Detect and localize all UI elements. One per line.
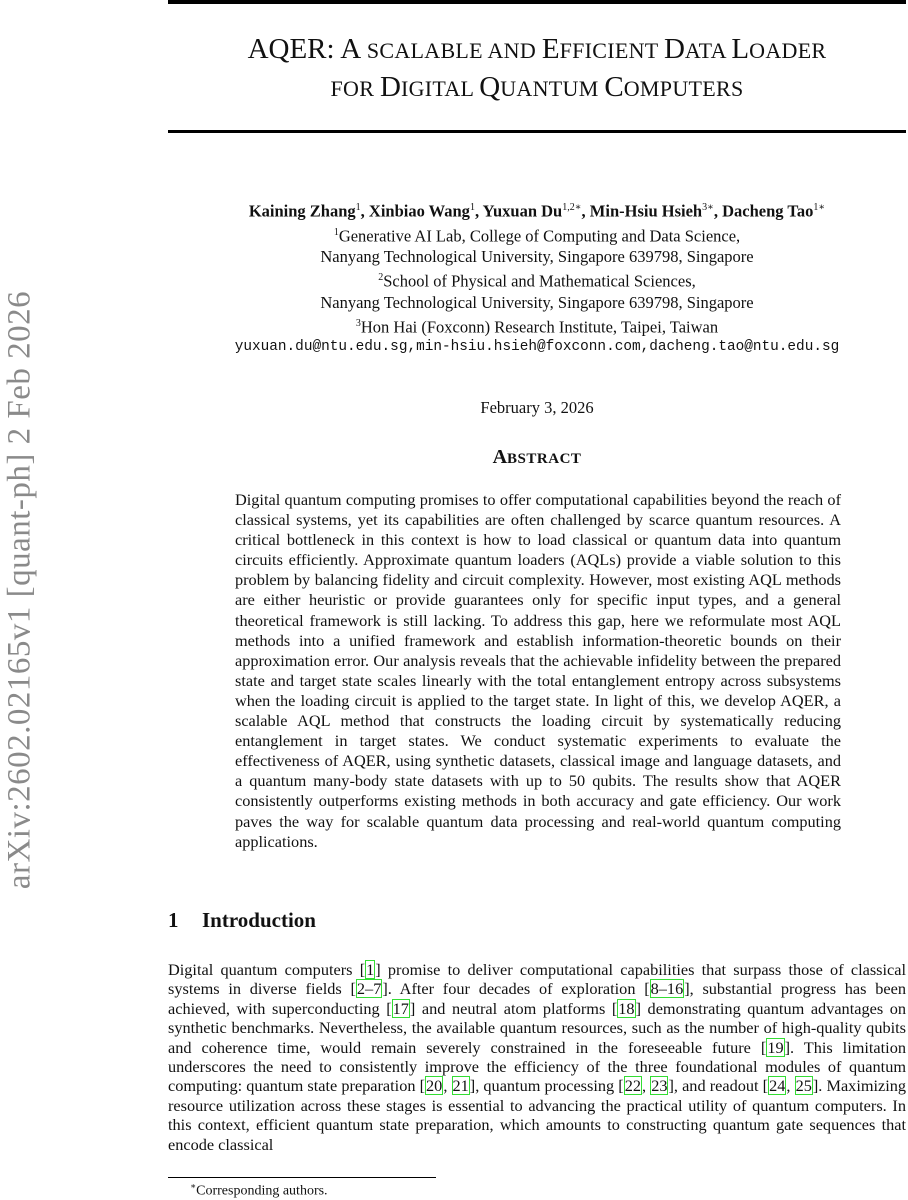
affiliation-3 xyxy=(168,313,906,338)
affiliation-1-line-1: Generative AI Lab, College of Computing and Data Science, xyxy=(338,226,741,245)
arxiv-sidebar-stamp xyxy=(2,252,38,928)
affiliation-2-mark: 2 xyxy=(378,272,384,283)
citation-link[interactable]: 1 xyxy=(366,960,375,979)
citation-link[interactable]: 18 xyxy=(618,998,635,1018)
intro-text: [ xyxy=(359,960,366,979)
intro-text: , xyxy=(786,1076,795,1096)
footnote-mark: ∗ xyxy=(190,1181,197,1191)
intro-text: ] demonstrating quantum advantages on synthetic benchmarks. Nevertheless, the available quantum resources, such as the number of high-quality qubits and coherence time, would remain severely constrained in the foreseeable future [ xyxy=(168,998,907,1057)
author-affiliation-mark: 1 xyxy=(469,202,475,213)
title-segment: OMPUTERS xyxy=(623,76,744,101)
abstract-heading-rest: BSTRACT xyxy=(507,451,582,467)
title-segment: D xyxy=(663,33,685,65)
affiliation-2-line-2: Nanyang Technological University, Singapore 639798, Singapore xyxy=(320,292,754,312)
title-segment: OADER xyxy=(749,38,827,63)
footnote xyxy=(190,1181,328,1200)
intro-text: ]. Maximizing resource utilization across these stages is essential to advancing the practical utility of quantum computers. In this context, efficient quantum state preparation, which amounts to constructing quantum gate sequences that encode classical xyxy=(168,1076,907,1154)
citation-link[interactable]: 21 xyxy=(452,1076,469,1096)
affiliation-1-line-2: Nanyang Technological University, Singapore 639798, Singapore xyxy=(320,247,754,266)
intro-text: Digital quantum computers xyxy=(168,960,360,979)
author-emails: yuxuan.du@ntu.edu.sg,min-hsiu.hsieh@foxconn.com,dacheng.tao@ntu.edu.sg xyxy=(234,339,840,355)
abstract-text: Digital quantum computing promises to offer computational capabilities beyond the reach of classical systems, yet its capabilities are often challenged by scarce quantum resources. A critical bottleneck in this context is how to load classical or quantum data into quantum circuits efficiently. Approximate quantum loaders (AQLs) provide a viable solution to this problem by balancing fidelity and circuit complexity. However, most existing AQL methods are either heuristic or provide guarantees only for specific input types, and a general theoretical framework is still lacking. To address this gap, here we reformulate most AQL methods into a unified framework and establish information-theoretic bounds on their approximation error. Our analysis reveals that the achievable infidelity between the prepared state and target state scales linearly with the total entanglement entropy across subsystems when the loading circuit is applied to the target state. In light of this, we develop AQER, a scalable AQL method that constructs the loading circuit by systematically reducing entanglement in target states. We conduct systematic experiments to evaluate the effectiveness of AQER, using synthetic datasets, classical image and language datasets, and a quantum many-body state datasets with up to 50 qubits. The results show that AQER consistently outperforms existing methods in both accuracy and gate efficiency. Our work paves the way for scalable quantum data processing and real-world quantum computing applications. xyxy=(235,490,841,851)
title-segment: ATA xyxy=(684,38,732,63)
author-block xyxy=(168,197,906,358)
footnote-rule xyxy=(168,1177,436,1178)
author-separator: , xyxy=(581,201,590,221)
title-segment: IGITAL xyxy=(400,76,480,101)
author-separator: , xyxy=(360,201,369,221)
author-affiliation-mark: 1,2∗ xyxy=(562,202,582,213)
intro-text: , xyxy=(443,1076,452,1096)
author-affiliation-mark: 1∗ xyxy=(813,202,826,213)
author-names xyxy=(168,197,906,222)
arxiv-id-text: arXiv:2602.02165v1 [quant-ph] 2 Feb 2026 xyxy=(1,290,38,890)
affiliation-3-mark: 3 xyxy=(355,317,361,329)
title-bottom-rule xyxy=(168,130,906,133)
affiliation-1-mark: 1 xyxy=(333,226,339,238)
affiliation-3-line-1: Hon Hai (Foxconn) Research Institute, Taipei, Taiwan xyxy=(360,317,719,336)
section-title: Introduction xyxy=(202,908,316,932)
author-name: Dacheng Tao xyxy=(722,201,814,221)
paper-title-line-2 xyxy=(168,68,906,108)
intro-text: ], quantum processing [ xyxy=(469,1076,624,1096)
author-affiliation-mark: 3∗ xyxy=(702,202,714,213)
title-segment: C xyxy=(604,71,624,103)
citation-link[interactable]: 8–16 xyxy=(650,979,684,999)
abstract-heading xyxy=(168,446,906,469)
paper-date: February 3, 2026 xyxy=(480,398,594,417)
abstract-heading-cap: A xyxy=(492,446,508,468)
title-top-rule xyxy=(168,0,906,4)
affiliation-2 xyxy=(168,267,906,292)
footnote-text: Corresponding authors. xyxy=(196,1183,328,1199)
author-name: Xinbiao Wang xyxy=(368,201,470,221)
citation-link[interactable]: 24 xyxy=(769,1076,786,1096)
affiliation-2-line-1: School of Physical and Mathematical Sciences, xyxy=(383,271,696,291)
citation-link[interactable]: 25 xyxy=(795,1076,812,1096)
citation-link[interactable]: 19 xyxy=(767,1037,784,1057)
title-segment: FFICIENT xyxy=(559,38,664,63)
citation-link[interactable]: 20 xyxy=(426,1076,443,1096)
title-segment: D xyxy=(380,71,401,103)
author-separator: , xyxy=(474,201,483,221)
title-segment: UANTUM xyxy=(500,76,605,101)
intro-text: ] promise to deliver computational capabilities that surpass those of classical systems in diverse fields [ xyxy=(168,960,906,999)
affiliation-1 xyxy=(168,222,906,247)
intro-text: ] and neutral atom platforms [ xyxy=(409,998,618,1018)
intro-text: ]. After four decades of exploration [ xyxy=(382,979,650,999)
paper-title-line-1 xyxy=(168,30,906,70)
intro-text: , xyxy=(641,1076,651,1096)
section-number: 1 xyxy=(168,908,179,932)
intro-text: ]. This limitation underscores the need to consistently improve the efficiency of the three foundational modules of quantum computing: quantum state preparation [ xyxy=(168,1037,906,1096)
citation-link[interactable]: 2–7 xyxy=(356,979,382,999)
title-segment: Q xyxy=(479,71,501,103)
intro-text: ], substantial progress has been achieved, with superconducting [ xyxy=(168,979,906,1018)
title-segment: SCALABLE AND xyxy=(366,38,542,63)
author-name: Min-Hsiu Hsieh xyxy=(589,201,703,221)
author-name: Yuxuan Du xyxy=(482,201,563,221)
title-segment: E xyxy=(541,33,560,65)
intro-text: ], and readout [ xyxy=(668,1076,769,1096)
citation-link[interactable]: 23 xyxy=(651,1076,668,1096)
title-segment: AQER: A xyxy=(247,33,367,65)
citation-link[interactable]: 17 xyxy=(392,998,409,1018)
section-heading-introduction xyxy=(168,908,316,933)
citation-link[interactable]: 22 xyxy=(624,1076,641,1096)
author-separator: , xyxy=(713,201,723,221)
title-segment: L xyxy=(731,33,750,65)
author-affiliation-mark: 1 xyxy=(355,202,361,213)
author-name: Kaining Zhang xyxy=(248,201,356,221)
title-segment: FOR xyxy=(330,76,380,101)
introduction-paragraph xyxy=(168,960,906,1154)
